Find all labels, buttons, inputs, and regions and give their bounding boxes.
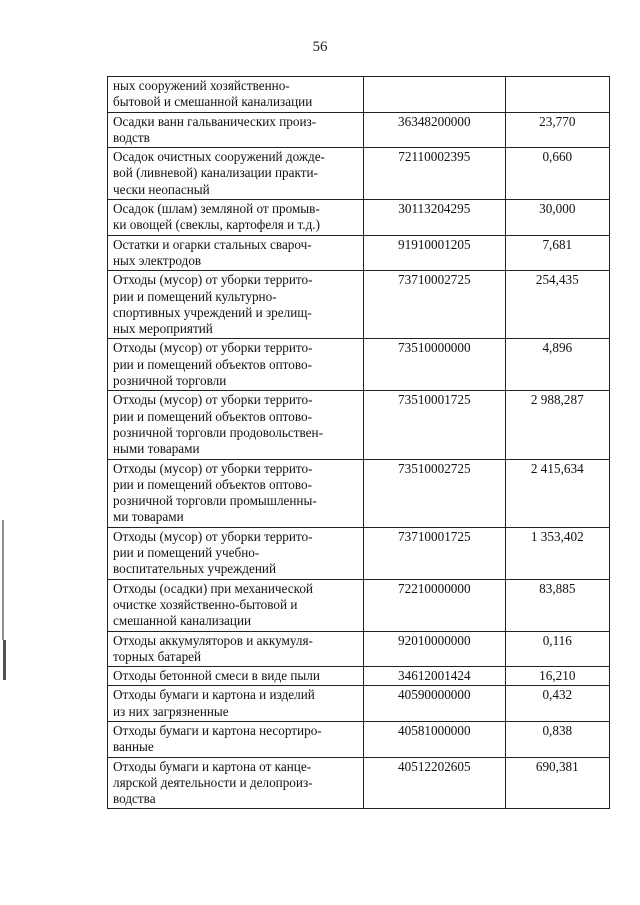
waste-name-cell (108, 391, 364, 459)
table-row (108, 235, 610, 271)
waste-name: Отходы аккумуляторов и аккумуля- торных батарей (113, 632, 313, 664)
waste-name-cell (108, 579, 364, 631)
waste-name-cell (108, 77, 364, 113)
waste-name: Отходы (мусор) от уборки террито- рии и помещений объектов оптово- розничной торговли (113, 340, 313, 389)
scan-edge-mark (3, 640, 6, 680)
waste-amount (505, 77, 609, 113)
waste-code: 36348200000 (364, 112, 506, 148)
waste-amount: 0,116 (505, 631, 609, 667)
waste-name: Осадки ванн гальванических произ- водств (113, 113, 317, 145)
waste-amount: 0,432 (505, 686, 609, 722)
waste-name: Отходы бумаги и картона от канце- лярской деятельности и делопроиз- водства (113, 758, 313, 807)
table-row (108, 339, 610, 391)
waste-code: 73510000000 (364, 339, 506, 391)
table-row (108, 148, 610, 200)
waste-name: Отходы бумаги и картона несортиро- ванные (113, 722, 322, 755)
waste-amount: 1 353,402 (505, 527, 609, 579)
table-row (108, 527, 610, 579)
waste-name: Отходы (мусор) от уборки террито- рии и помещений объектов оптово- розничной торговли промышленны- ми товарами (113, 460, 317, 525)
waste-name: ных сооружений хозяйственно- бытовой и смешанной канализации (113, 78, 313, 110)
waste-code: 40581000000 (364, 721, 506, 757)
waste-code: 40512202605 (364, 757, 506, 809)
waste-name-cell (108, 721, 364, 757)
waste-name-cell (108, 631, 364, 667)
waste-amount: 23,770 (505, 112, 609, 148)
waste-name: Осадок (шлам) земляной от промыв- ки овощей (свеклы, картофеля и т.д.) (113, 201, 320, 233)
waste-name-cell (108, 339, 364, 391)
waste-amount: 0,660 (505, 148, 609, 200)
table-body (108, 77, 610, 809)
waste-name-cell (108, 112, 364, 148)
waste-code: 73510001725 (364, 391, 506, 459)
waste-code: 34612001424 (364, 667, 506, 686)
scan-edge-mark (2, 520, 4, 640)
waste-name-cell (108, 686, 364, 722)
table-row (108, 459, 610, 527)
table-row (108, 112, 610, 148)
waste-amount: 254,435 (505, 271, 609, 339)
waste-amount: 4,896 (505, 339, 609, 391)
waste-amount: 16,210 (505, 667, 609, 686)
waste-name-cell (108, 667, 364, 686)
table-row (108, 757, 610, 809)
waste-code: 30113204295 (364, 200, 506, 236)
waste-name-cell (108, 235, 364, 271)
table-row (108, 631, 610, 667)
waste-amount: 7,681 (505, 235, 609, 271)
waste-amount: 690,381 (505, 757, 609, 809)
table-row (108, 271, 610, 339)
waste-name: Отходы (мусор) от уборки террито- рии и помещений культурно- спортивных учреждений и зрелищ- ных мероприятий (113, 272, 313, 337)
table-row (108, 77, 610, 113)
waste-table (107, 76, 610, 809)
waste-code: 73510002725 (364, 459, 506, 527)
waste-name-cell (108, 271, 364, 339)
waste-code: 73710001725 (364, 527, 506, 579)
waste-name-cell (108, 757, 364, 809)
waste-name: Отходы бетонной смеси в виде пыли (113, 668, 320, 684)
table-row (108, 667, 610, 686)
waste-code: 72110002395 (364, 148, 506, 200)
waste-name-cell (108, 148, 364, 200)
waste-name: Отходы бумаги и картона и изделий из них загрязненные (113, 687, 315, 719)
waste-code: 73710002725 (364, 271, 506, 339)
waste-code: 72210000000 (364, 579, 506, 631)
waste-code (364, 77, 506, 113)
waste-code: 92010000000 (364, 631, 506, 667)
waste-amount: 2 988,287 (505, 391, 609, 459)
table-row (108, 721, 610, 757)
table-row (108, 391, 610, 459)
waste-name: Отходы (мусор) от уборки террито- рии и помещений объектов оптово- розничной торговли продовольствен- ными товарами (113, 392, 323, 457)
waste-amount: 2 415,634 (505, 459, 609, 527)
waste-amount: 30,000 (505, 200, 609, 236)
waste-name: Остатки и огарки стальных свароч- ных электродов (113, 236, 312, 268)
waste-name: Отходы (мусор) от уборки террито- рии и помещений учебно- воспитательных учреждений (113, 528, 313, 577)
table-row (108, 579, 610, 631)
table-row (108, 200, 610, 236)
waste-name: Осадок очистных сооружений дожде- вой (ливневой) канализации практи- чески неопасный (113, 149, 325, 197)
waste-amount: 83,885 (505, 579, 609, 631)
waste-name-cell (108, 200, 364, 236)
waste-code: 40590000000 (364, 686, 506, 722)
table-row (108, 686, 610, 722)
page-number: 56 (312, 39, 328, 55)
waste-name: Отходы (осадки) при механической очистке хозяйственно-бытовой и смешанной канализации (113, 580, 313, 629)
waste-name-cell (108, 527, 364, 579)
waste-name-cell (108, 459, 364, 527)
waste-amount: 0,838 (505, 721, 609, 757)
waste-code: 91910001205 (364, 235, 506, 271)
